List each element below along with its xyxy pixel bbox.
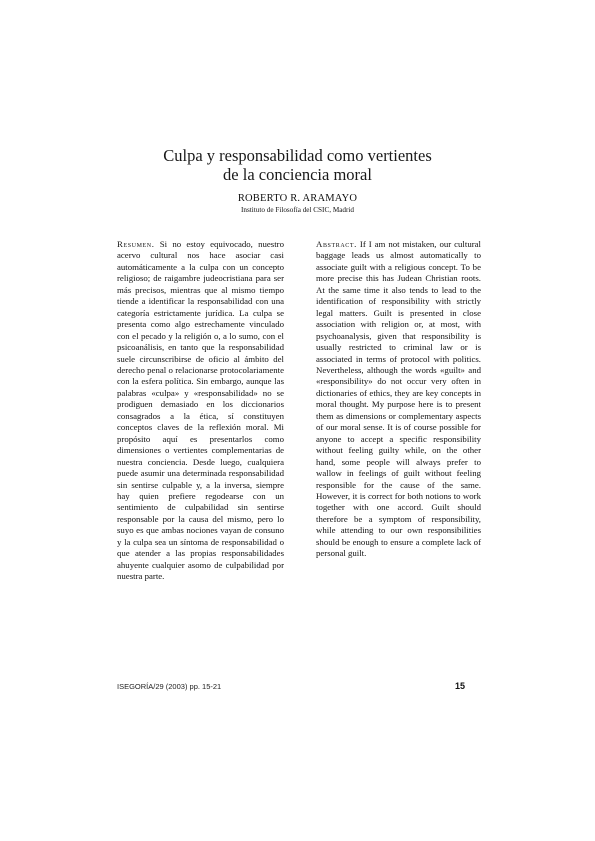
title-line-2: de la conciencia moral (223, 165, 372, 184)
resumen-label: Resumen. (117, 239, 155, 249)
abstract-label: Abstract. (316, 239, 357, 249)
author-name: ROBERTO R. ARAMAYO (237, 193, 358, 204)
abstract-column (316, 239, 481, 560)
resumen-column (117, 239, 284, 583)
abstract-text: If I am not mistaken, our cultural baggage leads us almost automatically to associate guilt with a religious concept. To be more precise this has Judean Christian roots. At the same time it also tends to lead to the identification of responsibility with strictly legal matters. Guilt is presented in close association with religion or, at most, with psychoanalysis, given that responsibility is usually restricted to criminal law or is associated in terms of protocol with politics. Nevertheless, although the words «guilt» and «responsibility» do not occur very often in dictionaries of ethics, they are key concepts in moral thought. My purpose here is to present them as dimensions or complementary aspects of our moral sense. It is of course possible for anyone to accept a specific responsibility without feeling guilty while, on the other hand, some people will always prefer to wallow in feelings of guilt without feeling responsible for the cause of the same. However, it is correct for both notions to work together with one accord. Guilt should therefore be a symptom of responsibility, while attending to our own responsibilities should be enough to ensure a complete lack of personal guilt. (316, 239, 481, 559)
author-affiliation: Instituto de Filosofía del CSIC, Madrid (241, 206, 354, 214)
article-title (0, 146, 595, 184)
journal-citation: ISEGORÍA/29 (2003) pp. 15-21 (117, 682, 222, 691)
title-line-1: Culpa y responsabilidad como vertientes (163, 146, 432, 165)
resumen-text: Si no estoy equivocado, nuestro acervo cultural nos hace asociar casi automáticamente a la culpa con un concepto religioso; de raigambre judeocristiana para ser más precisos, mientras que al mismo tiempo tiende a identificar la responsabilidad con una categoría estrictamente jurídica. La culpa se presenta como algo estrechamente vinculado con el pecado y la religión o, a lo sumo, con el psicoanálisis, en tanto que la responsabilidad suele circunscribirse de oficio al ámbito del derecho penal o relacionarse protocolariamente con la esfera política. Sin embargo, aunque las palabras «culpa» y «responsabilidad» no se prodiguen demasiado en los diccionarios consagrados a la ética, sí constituyen conceptos claves de la reflexión moral. Mi propósito aquí es presentarlos como dimensiones o vertientes complementarias de nuestra conciencia. Desde luego, cualquiera puede asumir una determinada responsabilidad sin sentirse culpable y, a la inversa, siempre hay quien prefiere regodearse con un sentimiento de culpabilidad sin sentirse responsable por la causa del mismo, pero lo suyo es que ambas nociones vayan de consuno y la culpa sea un síntoma de responsabilidad o que atender a las propias responsabilidades ahuyente cualquier asomo de culpabilidad por nuestra parte. (117, 239, 284, 582)
page-number: 15 (455, 681, 466, 691)
